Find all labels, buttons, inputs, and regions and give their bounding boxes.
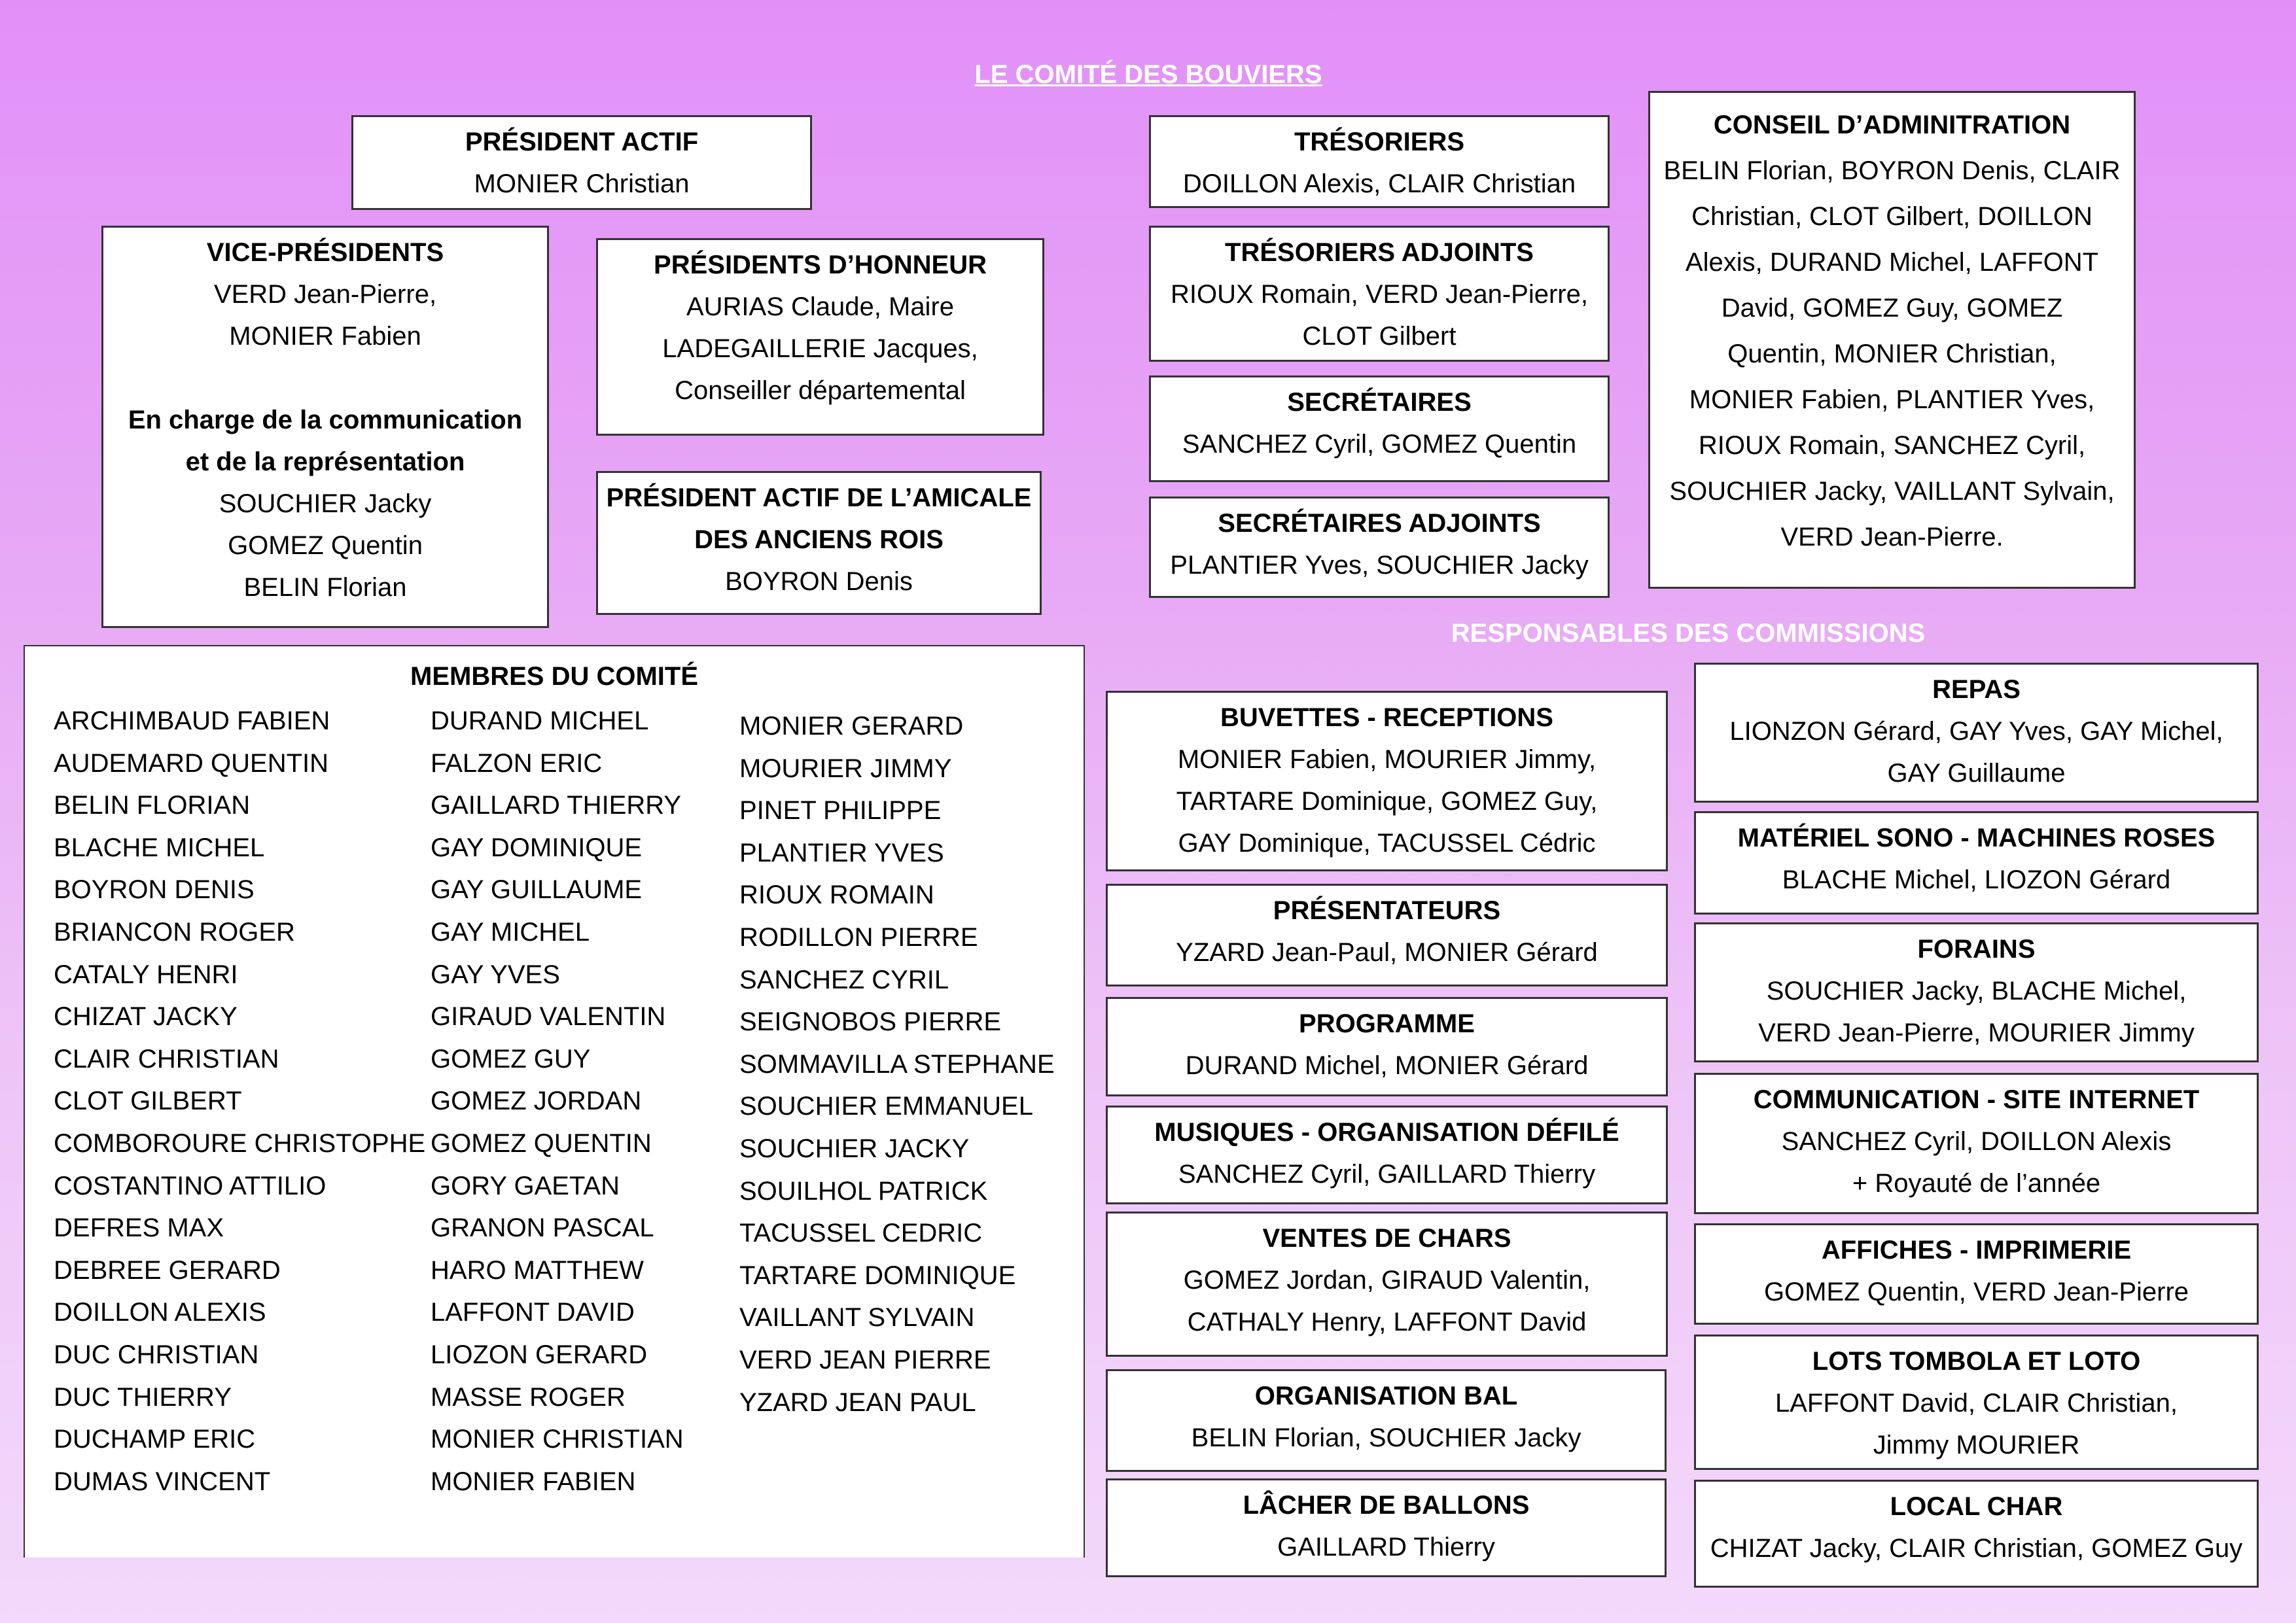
commission-affiches-box	[1694, 1223, 2259, 1325]
member-name: LAFFONT DAVID	[431, 1298, 635, 1327]
member-name: AUDEMARD QUENTIN	[54, 748, 329, 778]
box-names: CHIZAT Jacky, CLAIR Christian, GOMEZ Guy	[1710, 1534, 2243, 1563]
presidents-honneur-box	[596, 238, 1044, 436]
box-title: LOTS TOMBOLA ET LOTO	[1812, 1347, 2141, 1376]
box-sub-names: SOUCHIER Jacky GOMEZ Quentin BELIN Florian	[219, 489, 432, 602]
member-name: BLACHE MICHEL	[54, 833, 265, 862]
member-name: GRANON PASCAL	[431, 1213, 654, 1243]
member-name: MOURIER JIMMY	[739, 754, 952, 783]
box-title: REPAS	[1932, 675, 2021, 704]
member-name: CLOT GILBERT	[54, 1087, 242, 1116]
member-name: GAY DOMINIQUE	[431, 833, 643, 862]
box-title: SECRÉTAIRES ADJOINTS	[1218, 509, 1541, 538]
box-names: MONIER Fabien, MOURIER Jimmy, TARTARE Dominique, GOMEZ Guy, GAY Dominique, TACUSSEL Cédric	[1176, 745, 1598, 858]
conseil-box	[1648, 91, 2136, 589]
member-name: DUCHAMP ERIC	[54, 1425, 256, 1454]
tresoriers-adjoints-box	[1149, 226, 1610, 362]
box-subtitle: En charge de la communication et de la représentation	[128, 406, 523, 476]
commission-communication-box	[1694, 1073, 2259, 1214]
box-names: BELIN Florian, BOYRON Denis, CLAIR Christian, CLOT Gilbert, DOILLON Alexis, DURAND Michel, LAFFONT David, GOMEZ Guy, GOMEZ Quentin, MONIER Christian, MONIER Fabien, PLANTIER Yves, RIOUX Romain, SANCHEZ Cyril, SOUCHIER Jacky, VAILLANT Sylvain, VERD Jean-Pierre.	[1663, 156, 2121, 551]
box-names: PLANTIER Yves, SOUCHIER Jacky	[1170, 551, 1589, 580]
member-name: BELIN FLORIAN	[54, 791, 251, 820]
member-name: GOMEZ QUENTIN	[431, 1128, 652, 1158]
commission-forains-box	[1694, 922, 2259, 1062]
box-title: PRÉSIDENT ACTIF DE L’AMICALE DES ANCIENS ROIS	[606, 483, 1032, 554]
box-names: BLACHE Michel, LIOZON Gérard	[1782, 865, 2171, 894]
member-name: ARCHIMBAUD FABIEN	[54, 707, 330, 735]
president-actif-box	[351, 115, 812, 210]
box-title: LÂCHER DE BALLONS	[1243, 1491, 1530, 1520]
box-names: SANCHEZ Cyril, GOMEZ Quentin	[1182, 430, 1577, 459]
box-names: AURIAS Claude, Maire LADEGAILLERIE Jacques, Conseiller départemental	[662, 292, 978, 405]
box-title: PROGRAMME	[1299, 1009, 1475, 1038]
box-title: LOCAL CHAR	[1890, 1492, 2063, 1521]
member-name: FALZON ERIC	[431, 748, 603, 778]
member-name: MASSE ROGER	[431, 1382, 626, 1412]
member-name: GORY GAETAN	[431, 1171, 620, 1200]
member-name: DUMAS VINCENT	[54, 1467, 271, 1496]
commission-buvettes-box	[1106, 691, 1668, 871]
box-names: RIOUX Romain, VERD Jean-Pierre, CLOT Gilbert	[1171, 280, 1588, 351]
member-name: COSTANTINO ATTILIO	[54, 1171, 327, 1200]
member-name: GIRAUD VALENTIN	[431, 1002, 666, 1032]
member-name: VAILLANT SYLVAIN	[739, 1303, 975, 1333]
box-names: GOMEZ Jordan, GIRAUD Valentin, CATHALY Henry, LAFFONT David	[1183, 1266, 1591, 1336]
box-title: VENTES DE CHARS	[1262, 1224, 1511, 1253]
commission-sono-box	[1694, 811, 2259, 915]
members-title: MEMBRES DU COMITÉ	[410, 662, 698, 691]
member-name: SOUCHIER JACKY	[739, 1134, 970, 1163]
box-names: GOMEZ Quentin, VERD Jean-Pierre	[1763, 1278, 2189, 1306]
tresoriers-box	[1149, 115, 1610, 208]
comite-header: LE COMITÉ DES BOUVIERS	[974, 60, 1322, 89]
commission-repas-box	[1694, 663, 2259, 803]
member-name: HARO MATTHEW	[431, 1255, 644, 1285]
member-name: GOMEZ JORDAN	[431, 1087, 642, 1116]
member-name: GAY YVES	[431, 960, 560, 989]
member-name: TACUSSEL CEDRIC	[739, 1219, 983, 1248]
box-names: SOUCHIER Jacky, BLACHE Michel, VERD Jean-Pierre, MOURIER Jimmy	[1758, 977, 2195, 1047]
member-name: DUC THIERRY	[54, 1382, 232, 1412]
box-title: PRÉSENTATEURS	[1273, 896, 1501, 925]
members-box	[24, 645, 1085, 1558]
box-title: TRÉSORIERS ADJOINTS	[1225, 238, 1534, 267]
box-names: LIONZON Gérard, GAY Yves, GAY Michel, GAY Guillaume	[1729, 717, 2223, 788]
member-name: COMBOROURE CHRISTOPHE	[54, 1128, 426, 1158]
box-names: DURAND Michel, MONIER Gérard	[1185, 1051, 1589, 1080]
member-name: BOYRON DENIS	[54, 875, 255, 905]
box-names: SANCHEZ Cyril, DOILLON Alexis + Royauté de l’année	[1781, 1127, 2172, 1198]
member-name: LIOZON GERARD	[431, 1340, 648, 1369]
member-name: SOUILHOL PATRICK	[739, 1176, 988, 1206]
box-names: VERD Jean-Pierre, MONIER Fabien	[213, 280, 437, 351]
box-names: MONIER Christian	[474, 169, 690, 198]
member-name: DEFRES MAX	[54, 1213, 224, 1243]
box-title: VICE-PRÉSIDENTS	[206, 238, 444, 267]
box-names: BELIN Florian, SOUCHIER Jacky	[1191, 1423, 1581, 1452]
commission-bal-box	[1106, 1369, 1667, 1472]
box-title: MUSIQUES - ORGANISATION DÉFILÉ	[1154, 1118, 1619, 1147]
box-names: YZARD Jean-Paul, MONIER Gérard	[1176, 938, 1598, 967]
box-names: DOILLON Alexis, CLAIR Christian	[1182, 169, 1576, 198]
box-title: PRÉSIDENTS D’HONNEUR	[654, 251, 987, 279]
member-name: SOMMAVILLA STEPHANE	[739, 1049, 1055, 1079]
member-name: CHIZAT JACKY	[54, 1002, 238, 1032]
commission-lots-box	[1694, 1335, 2259, 1470]
commission-programme-box	[1106, 997, 1668, 1096]
member-name: RODILLON PIERRE	[739, 922, 978, 952]
box-names: SANCHEZ Cyril, GAILLARD Thierry	[1178, 1160, 1596, 1189]
member-name: BRIANCON ROGER	[54, 917, 295, 947]
commission-ventes-box	[1106, 1212, 1668, 1357]
member-name: CLAIR CHRISTIAN	[54, 1044, 279, 1073]
member-name: SOUCHIER EMMANUEL	[739, 1092, 1033, 1121]
member-name: CATALY HENRI	[54, 960, 238, 989]
members-column-2	[431, 700, 684, 1503]
member-name: MONIER GERARD	[739, 712, 964, 741]
box-names: GAILLARD Thierry	[1277, 1533, 1495, 1562]
member-name: RIOUX ROMAIN	[739, 881, 934, 910]
president-amicale-box	[596, 471, 1042, 615]
member-name: TARTARE DOMINIQUE	[739, 1261, 1016, 1290]
box-title: FORAINS	[1917, 935, 2036, 964]
box-title: ORGANISATION BAL	[1254, 1382, 1518, 1410]
commissions-header: RESPONSABLES DES COMMISSIONS	[1451, 619, 1926, 648]
box-title: CONSEIL D’ADMINITRATION	[1713, 111, 2071, 139]
member-name: GAY GUILLAUME	[431, 875, 643, 905]
box-title: PRÉSIDENT ACTIF	[465, 128, 699, 156]
member-name: DOILLON ALEXIS	[54, 1298, 266, 1327]
secretaires-box	[1149, 375, 1610, 482]
commission-presentateurs-box	[1106, 884, 1668, 986]
commission-ballons-box	[1106, 1478, 1667, 1577]
member-name: GOMEZ GUY	[431, 1044, 591, 1073]
secretaires-adjoints-box	[1149, 497, 1610, 598]
member-name: YZARD JEAN PAUL	[739, 1387, 976, 1417]
member-name: VERD JEAN PIERRE	[739, 1345, 991, 1374]
member-name: MONIER FABIEN	[431, 1467, 636, 1496]
commission-musiques-box	[1106, 1106, 1668, 1204]
box-title: AFFICHES - IMPRIMERIE	[1821, 1236, 2132, 1265]
member-name: DEBREE GERARD	[54, 1255, 281, 1285]
member-name: SEIGNOBOS PIERRE	[739, 1007, 1002, 1037]
member-name: SANCHEZ CYRIL	[739, 965, 949, 994]
member-name: GAY MICHEL	[431, 917, 590, 947]
box-names: BOYRON Denis	[725, 567, 913, 596]
member-name: PINET PHILIPPE	[739, 796, 942, 826]
box-names: LAFFONT David, CLAIR Christian, Jimmy MOURIER	[1775, 1389, 2178, 1459]
member-name: PLANTIER YVES	[739, 838, 944, 867]
members-column-1	[54, 700, 425, 1503]
member-name: DUC CHRISTIAN	[54, 1340, 259, 1369]
member-name: DURAND MICHEL	[431, 707, 649, 735]
vice-presidents-box	[101, 226, 549, 628]
box-title: TRÉSORIERS	[1294, 128, 1465, 156]
box-title: MATÉRIEL SONO - MACHINES ROSES	[1737, 824, 2216, 852]
member-name: GAILLARD THIERRY	[431, 791, 682, 820]
commission-local-box	[1694, 1480, 2259, 1588]
box-title: BUVETTES - RECEPTIONS	[1220, 703, 1553, 732]
box-title: COMMUNICATION - SITE INTERNET	[1753, 1085, 2200, 1114]
member-name: MONIER CHRISTIAN	[431, 1425, 684, 1454]
box-title: SECRÉTAIRES	[1287, 388, 1472, 417]
members-column-3	[739, 705, 1055, 1423]
